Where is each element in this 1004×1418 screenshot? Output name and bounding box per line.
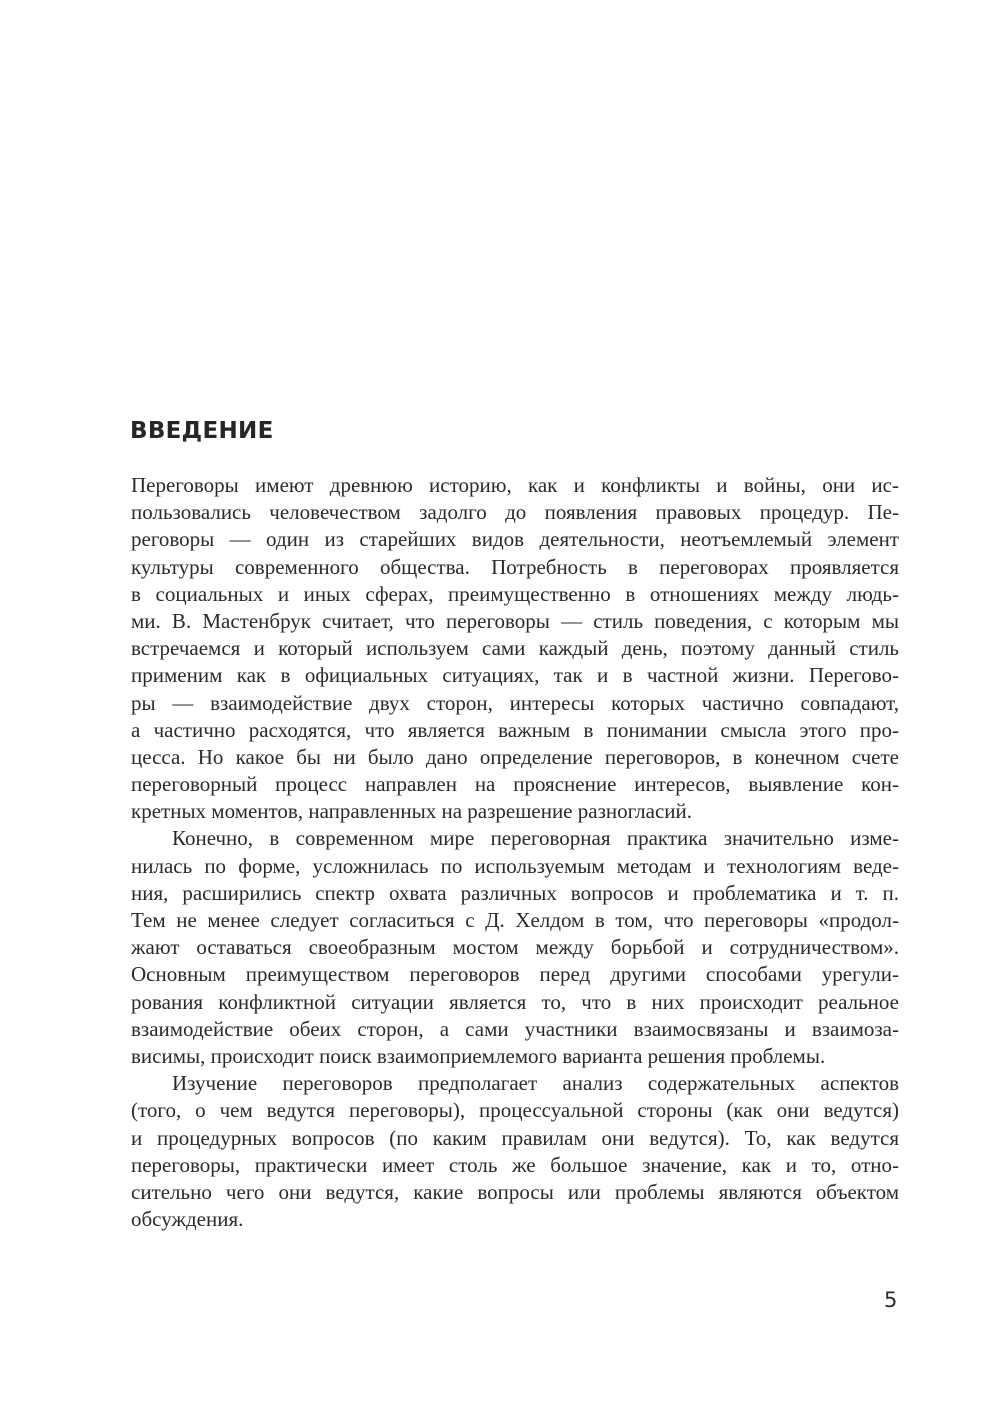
body-line: (того, о чем ведутся переговоры), процессуальной стороны (как они ведутся) bbox=[131, 1098, 899, 1123]
body-line: жают оставаться своеобразным мостом между борьбой и сотрудничеством». bbox=[131, 935, 899, 960]
body-line: ры — взаимодействие двух сторон, интересы которых частично совпадают, bbox=[131, 690, 899, 715]
body-line: применим как в официальных ситуациях, так и в частной жизни. Перегово- bbox=[131, 663, 899, 688]
chapter-title: ВВЕДЕНИЕ bbox=[130, 418, 274, 444]
body-line: кретных моментов, направленных на разрешение разногласий. bbox=[131, 799, 693, 824]
body-line: пользовались человечеством задолго до появления правовых процедур. Пе- bbox=[131, 500, 899, 525]
body-line: переговоры, практически имеет столь же большое значение, как и то, отно- bbox=[131, 1152, 899, 1177]
body-line: Тем не менее следует согласиться с Д. Хелдом в том, что переговоры «продол- bbox=[131, 908, 899, 932]
body-line: ми. В. Мастенбрук считает, что переговоры — стиль поведения, с которым мы bbox=[131, 608, 899, 633]
body-line: культуры современного общества. Потребность в переговорах проявляется bbox=[131, 554, 899, 579]
body-line: и процедурных вопросов (по каким правилам они ведутся). То, как ведутся bbox=[131, 1125, 899, 1150]
body-line: в социальных и иных сферах, преимущественно в отношениях между людь- bbox=[131, 581, 899, 606]
body-line: обсуждения. bbox=[131, 1207, 244, 1232]
body-line: нилась по форме, усложнилась по используемым методам и технологиям веде- bbox=[131, 853, 899, 878]
body-line: рования конфликтной ситуации является то, что в них происходит реальное bbox=[131, 989, 899, 1014]
body-line: Изучение переговоров предполагает анализ содержательных аспектов bbox=[172, 1071, 899, 1096]
body-line: взаимодействие обеих сторон, а сами участники взаимосвязаны и взаимоза- bbox=[131, 1016, 899, 1041]
body-line: Переговоры имеют древнюю историю, как и конфликты и войны, они ис- bbox=[131, 473, 899, 497]
body-line: цесса. Но какое бы ни было дано определение переговоров, в конечном счете bbox=[131, 744, 899, 769]
body-line: Конечно, в современном мире переговорная практика значительно изме- bbox=[172, 826, 899, 851]
body-line: реговоры — один из старейших видов деятельности, неотъемлемый элемент bbox=[131, 527, 899, 552]
body-line: сительно чего они ведутся, какие вопросы или проблемы являются объектом bbox=[131, 1179, 899, 1204]
body-line: а частично расходятся, что является важным в понимании смысла этого про- bbox=[131, 717, 899, 742]
body-text bbox=[131, 472, 899, 1233]
body-line: переговорный процесс направлен на прояснение интересов, выявление кон- bbox=[131, 772, 899, 797]
body-line: Основным преимуществом переговоров перед другими способами урегули- bbox=[131, 962, 899, 987]
body-line: висимы, происходит поиск взаимоприемлемого варианта решения проблемы. bbox=[131, 1043, 826, 1068]
body-line: ния, расширились спектр охвата различных вопросов и проблематика и т. п. bbox=[131, 880, 899, 905]
body-line: встречаемся и который используем сами каждый день, поэтому данный стиль bbox=[131, 636, 899, 661]
page-number: 5 bbox=[884, 1288, 898, 1312]
